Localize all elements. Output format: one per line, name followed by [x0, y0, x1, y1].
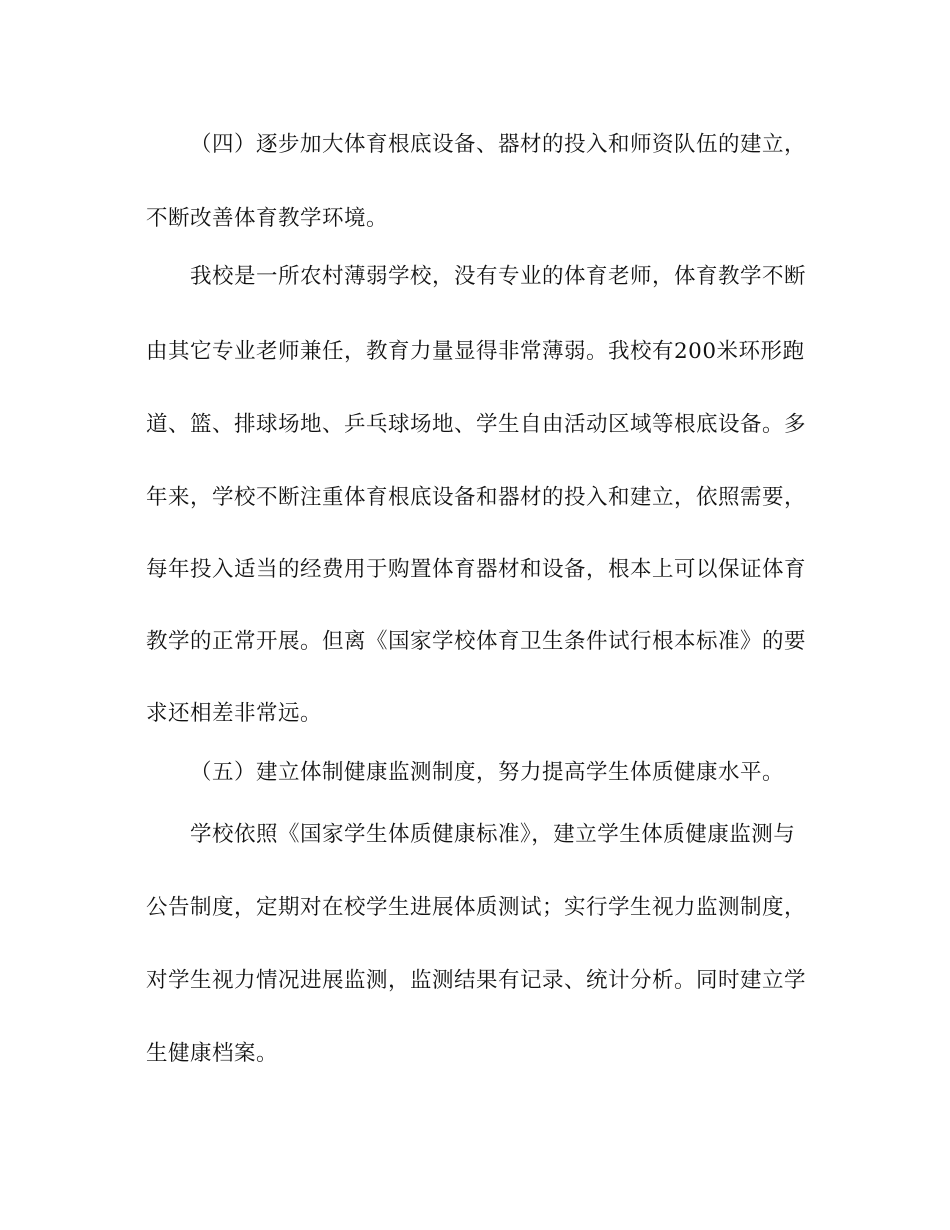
paragraph-2-line-2: 公告制度，定期对在校学生进展体质测试；实行学生视力监测制度，: [146, 895, 807, 920]
paragraph-1-line-1: 我校是一所农村薄弱学校，没有专业的体育老师，体育教学不断: [190, 264, 807, 289]
paragraph-2-line-1: 学校依照《国家学生体质健康标准》，建立学生体质健康监测与: [190, 822, 796, 847]
paragraph-1-line-4: 年来，学校不断注重体育根底设备和器材的投入和建立，依照需要，: [146, 485, 807, 510]
paragraph-1-line-3: 道、篮、排球场地、乒乓球场地、学生自由活动区域等根底设备。多: [146, 412, 807, 437]
section-4-heading-line-2: 不断改善体育教学环境。: [146, 206, 389, 231]
paragraph-1-line-6: 教学的正常开展。但离《国家学校体育卫生条件试行根本标准》的要: [146, 629, 807, 654]
paragraph-1-line-7: 求还相差非常远。: [146, 701, 323, 726]
paragraph-1-line-5: 每年投入适当的经费用于购置体育器材和设备，根本上可以保证体育: [146, 557, 807, 582]
section-4-heading-line-1: （四）逐步加大体育根底设备、器材的投入和师资队伍的建立，: [190, 132, 807, 157]
paragraph-1-line-2: 由其它专业老师兼任，教育力量显得非常薄弱。我校有200米环形跑: [146, 339, 805, 364]
section-5-heading: （五）建立体制健康监测制度，努力提高学生体质健康水平。: [190, 760, 785, 785]
paragraph-2-line-3: 对学生视力情况进展监测，监测结果有记录、统计分析。同时建立学: [146, 968, 807, 993]
paragraph-2-line-4: 生健康档案。: [146, 1041, 279, 1066]
